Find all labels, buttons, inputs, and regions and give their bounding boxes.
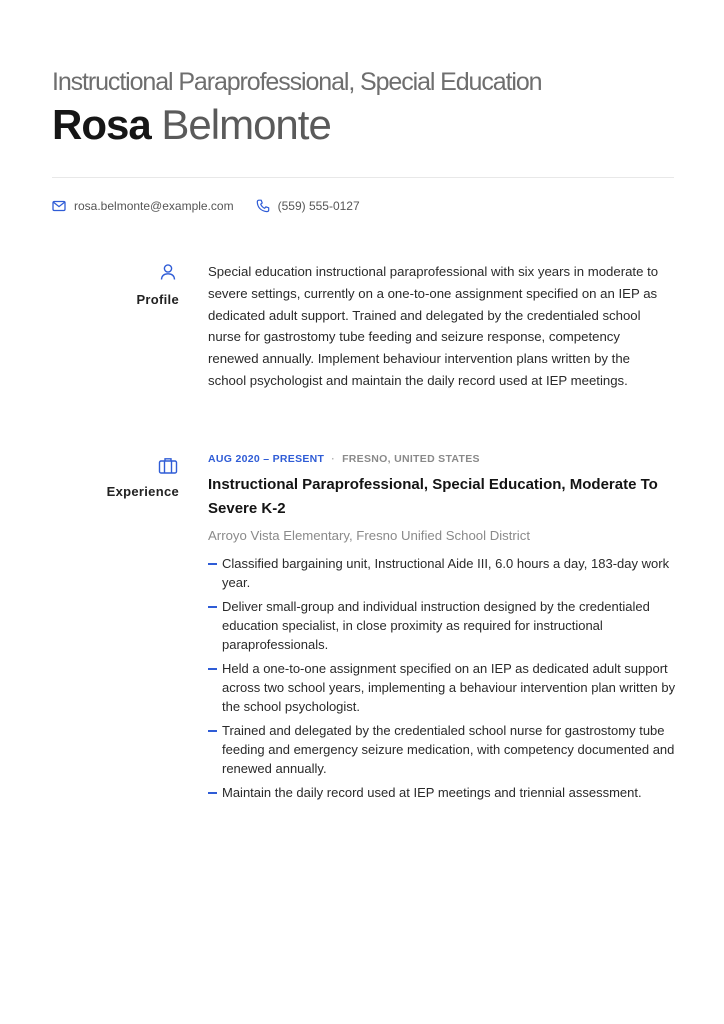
job-bullet: Held a one-to-one assignment specified on an IEP as dedicated adult support across two school years, implementing a behaviour intervention plan written by the school psychologist. [208,659,678,716]
phone-text: (559) 555-0127 [277,199,360,213]
profile-summary: Special education instructional paraprofessional with six years in moderate to severe settings, currently on a one-to-one assignment specified on an IEP as dedicated adult support. Trained and delegated by the credentialed school nurse for gastrostomy tube feeding and seizure response, competency renewed annually. Implement behaviour intervention plans written by the school psychologist and maintain the daily record used at IEP meetings. [208,264,659,388]
email-contact[interactable] [52,199,234,213]
last-name: Belmonte [161,101,331,148]
job-title: Instructional Paraprofessional, Special Education [52,68,542,96]
job-bullet: Classified bargaining unit, Instructional Aide III, 6.0 hours a day, 183-day work year. [208,554,678,592]
envelope-icon [52,200,66,212]
experience-entry [208,453,678,807]
first-name: Rosa [52,101,151,148]
resume-header [52,66,674,150]
job-dates: AUG 2020 – PRESENT [208,453,325,465]
phone-contact[interactable] [256,199,360,213]
job-bullets [208,554,678,802]
job-title-entry: Instructional Paraprofessional, Special Education, Moderate To Severe K-2 [208,476,658,517]
contact-bar [52,199,382,213]
job-bullet: Maintain the daily record used at IEP meetings and triennial assessment. [208,783,678,802]
email-text: rosa.belmonte@example.com [74,199,234,213]
header-divider [52,177,674,178]
job-bullet: Trained and delegated by the credentialed school nurse for gastrostomy tube feeding and emergency seizure medication, with competency documented and renewed annually. [208,721,678,778]
candidate-name [52,100,674,150]
phone-icon [256,199,270,213]
briefcase-icon [158,456,178,476]
meta-separator: · [331,453,336,465]
job-bullet: Deliver small-group and individual instruction designed by the credentialed education specialist, in close proximity as required for instructional paraprofessionals. [208,597,678,654]
experience-label: Experience [106,484,179,499]
job-meta [208,453,678,465]
user-icon [158,262,178,282]
job-organization: Arroyo Vista Elementary, Fresno Unified School District [208,528,530,543]
job-location: FRESNO, UNITED STATES [342,453,480,465]
profile-label: Profile [136,292,179,307]
